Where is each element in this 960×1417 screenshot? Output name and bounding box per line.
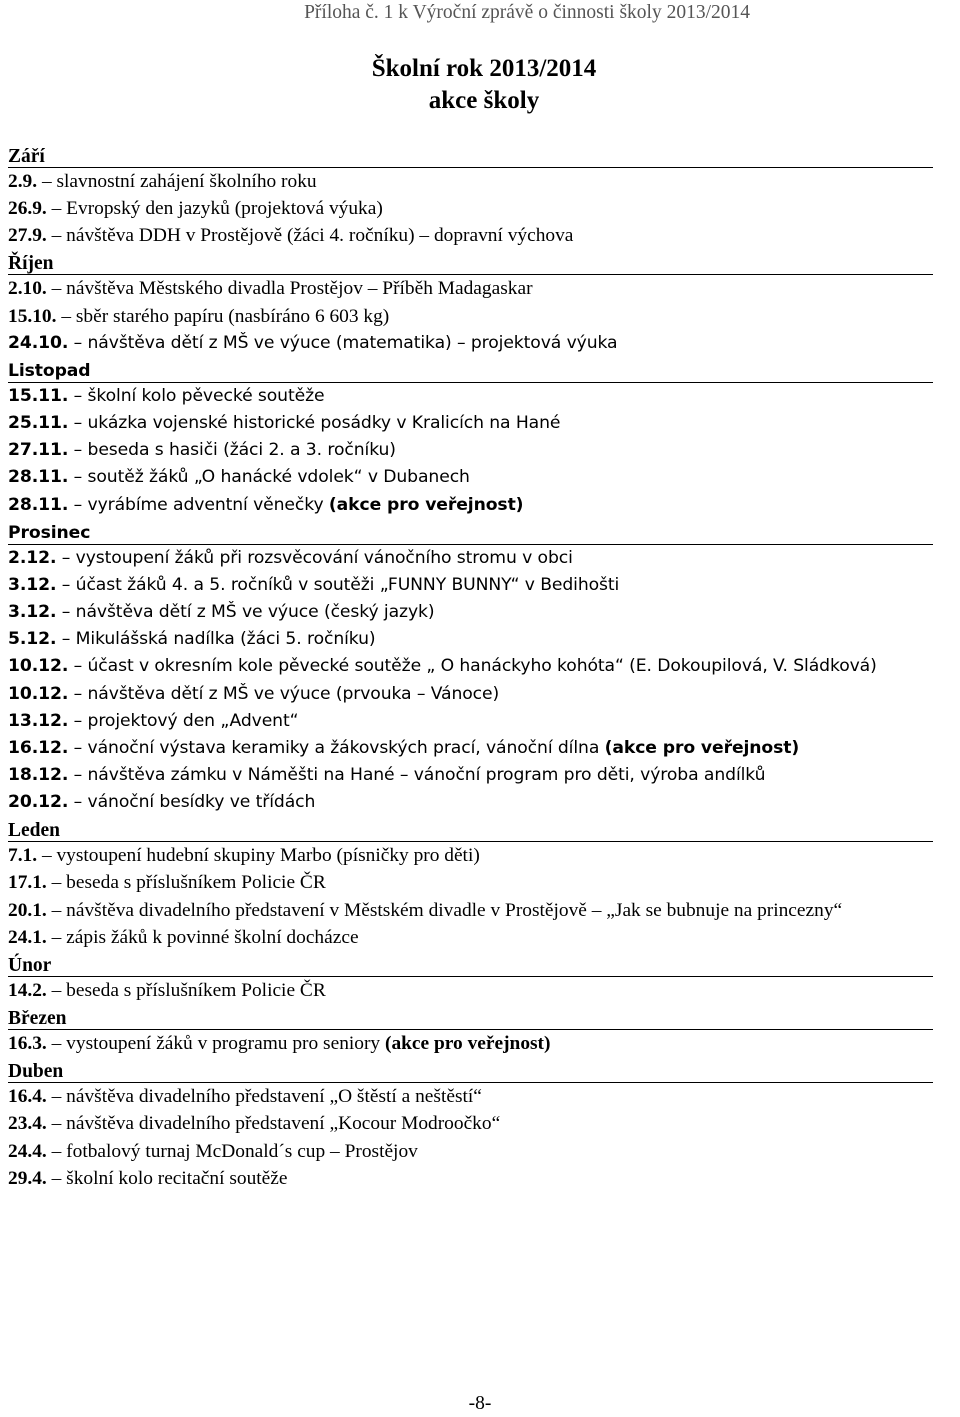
event-date: 28.11.: [8, 467, 69, 488]
event-description: – Evropský den jazyků (projektová výuka): [46, 198, 383, 220]
event-description: – beseda s hasiči (žáci 2. a 3. ročníku): [68, 440, 396, 461]
event-description: – návštěva divadelního představení „Kocour Modroočko“: [46, 1113, 501, 1135]
event-date: 26.9.: [8, 198, 47, 220]
event-description: – beseda s příslušníkem Policie ČR: [46, 872, 326, 894]
event-item: [8, 842, 938, 869]
page-title: Školní rok 2013/2014: [371, 55, 597, 82]
month-heading: Únor: [8, 951, 933, 977]
event-item: [8, 410, 938, 437]
month-heading: Listopad: [8, 357, 933, 383]
event-item: [8, 437, 938, 464]
event-date: 10.12.: [8, 656, 69, 677]
event-date: 17.1.: [8, 872, 47, 894]
event-item: [8, 897, 908, 924]
event-date: 20.1.: [8, 899, 47, 921]
event-item: [8, 545, 938, 572]
event-date: 7.1.: [8, 845, 38, 867]
event-date: 16.4.: [8, 1086, 47, 1108]
event-description: – návštěva dětí z MŠ ve výuce (matematika) – projektová výuka: [68, 332, 618, 353]
event-item: [8, 330, 938, 357]
event-description: – návštěva dětí z MŠ ve výuce (prvouka – Vánoce): [68, 683, 500, 704]
event-item: [8, 572, 938, 599]
event-date: 10.12.: [8, 683, 69, 704]
month-heading: Duben: [8, 1057, 933, 1083]
event-description: – zápis žáků k povinné školní docházce: [46, 926, 359, 948]
event-item: [8, 1030, 938, 1057]
event-description: – Mikulášská nadílka (žáci 5. ročníku): [56, 629, 376, 650]
event-description: – vystoupení žáků při rozsvěcování vánočního stromu v obci: [56, 547, 573, 568]
event-date: 15.11.: [8, 385, 69, 406]
month-heading: Březen: [8, 1004, 933, 1030]
event-item: [8, 275, 938, 302]
event-description: – školní kolo pěvecké soutěže: [68, 385, 325, 406]
event-description: – slavnostní zahájení školního roku: [37, 171, 317, 192]
event-item: [8, 708, 938, 735]
event-date: 2.12.: [8, 547, 57, 568]
document-header: Příloha č. 1 k Výroční zprávě o činnosti školy 2013/2014: [304, 2, 750, 23]
event-item: [8, 977, 938, 1004]
event-item: [8, 492, 938, 519]
event-date: 24.10.: [8, 332, 69, 353]
event-description: – vánoční besídky ve třídách: [68, 792, 316, 813]
event-description: – školní kolo recitační soutěže: [46, 1167, 288, 1189]
event-date: 20.12.: [8, 792, 69, 813]
event-item: [8, 626, 938, 653]
event-item: [8, 383, 938, 410]
month-heading: Říjen: [8, 249, 933, 275]
event-description: – vystoupení žáků v programu pro seniory: [46, 1033, 385, 1055]
events-list: [8, 142, 938, 1192]
event-item: [8, 735, 938, 762]
event-item: [8, 1083, 938, 1110]
event-item: [8, 762, 938, 789]
event-item: [8, 869, 938, 896]
event-date: 29.4.: [8, 1167, 47, 1189]
event-description: – soutěž žáků „O hanácké vdolek“ v Dubanech: [68, 467, 470, 488]
event-description: – návštěva dětí z MŠ ve výuce (český jazyk): [56, 602, 435, 623]
public-event-note: (akce pro veřejnost): [384, 1033, 551, 1055]
event-description: – vánoční výstava keramiky a žákovských prací, vánoční dílna: [68, 737, 605, 758]
event-description: – ukázka vojenské historické posádky v Kralicích na Hané: [68, 413, 561, 434]
public-event-note: (akce pro veřejnost): [604, 737, 800, 758]
event-item: [8, 924, 938, 951]
event-date: 25.11.: [8, 413, 69, 434]
event-description: – návštěva zámku v Náměšti na Hané – vánoční program pro děti, výroba andílků: [68, 764, 766, 785]
event-date: 2.10.: [8, 278, 47, 300]
event-item: [8, 1138, 938, 1165]
event-item: [8, 195, 938, 222]
event-description: – účast v okresním kole pěvecké soutěže „ O hanáckyho kohóta“ (E. Dokoupilová, V. Sládková): [68, 656, 877, 677]
event-date: 27.11.: [8, 440, 69, 461]
event-description: – fotbalový turnaj McDonald´s cup – Prostějov: [46, 1140, 418, 1162]
page-number: -8-: [468, 1393, 492, 1414]
event-description: – vystoupení hudební skupiny Marbo (písničky pro děti): [37, 845, 480, 867]
page-subtitle: akce školy: [428, 87, 540, 114]
event-description: – vyrábíme adventní věnečky: [68, 494, 329, 515]
event-item: [8, 1165, 938, 1192]
event-date: 3.12.: [8, 602, 57, 623]
event-date: 28.11.: [8, 494, 69, 515]
event-date: 3.12.: [8, 574, 57, 595]
event-date: 23.4.: [8, 1113, 47, 1135]
event-description: – účast žáků 4. a 5. ročníků v soutěži „FUNNY BUNNY“ v Bedihošti: [56, 574, 620, 595]
event-description: – návštěva divadelního představení „O štěstí a neštěstí“: [46, 1086, 482, 1108]
event-item: [8, 303, 938, 330]
public-event-note: (akce pro veřejnost): [328, 494, 524, 515]
event-item: [8, 653, 908, 680]
month-heading: Září: [8, 142, 933, 168]
event-description: – beseda s příslušníkem Policie ČR: [46, 979, 326, 1001]
event-date: 2.9.: [8, 171, 38, 192]
event-date: 13.12.: [8, 710, 69, 731]
event-date: 16.12.: [8, 737, 69, 758]
event-item: [8, 464, 938, 491]
event-date: 24.4.: [8, 1140, 47, 1162]
event-description: – projektový den „Advent“: [68, 710, 299, 731]
event-date: 5.12.: [8, 629, 57, 650]
event-date: 18.12.: [8, 764, 69, 785]
event-description: – návštěva divadelního představení v Městském divadle v Prostějově – „Jak se bubnuje na princezny“: [46, 899, 843, 921]
event-item: [8, 681, 938, 708]
event-date: 14.2.: [8, 979, 47, 1001]
event-item: [8, 1110, 938, 1137]
event-description: – sběr starého papíru (nasbíráno 6 603 kg): [56, 305, 390, 327]
event-description: – návštěva DDH v Prostějově (žáci 4. ročníku) – dopravní výchova: [46, 225, 574, 247]
month-heading: Prosinec: [8, 519, 933, 545]
event-item: [8, 599, 938, 626]
event-item: [8, 222, 938, 249]
event-date: 16.3.: [8, 1033, 47, 1055]
event-date: 27.9.: [8, 225, 47, 247]
event-date: 15.10.: [8, 305, 57, 327]
event-item: [8, 789, 938, 816]
event-description: – návštěva Městského divadla Prostějov – Příběh Madagaskar: [46, 278, 533, 300]
month-heading: Leden: [8, 816, 933, 842]
event-item: [8, 168, 938, 195]
event-date: 24.1.: [8, 926, 47, 948]
